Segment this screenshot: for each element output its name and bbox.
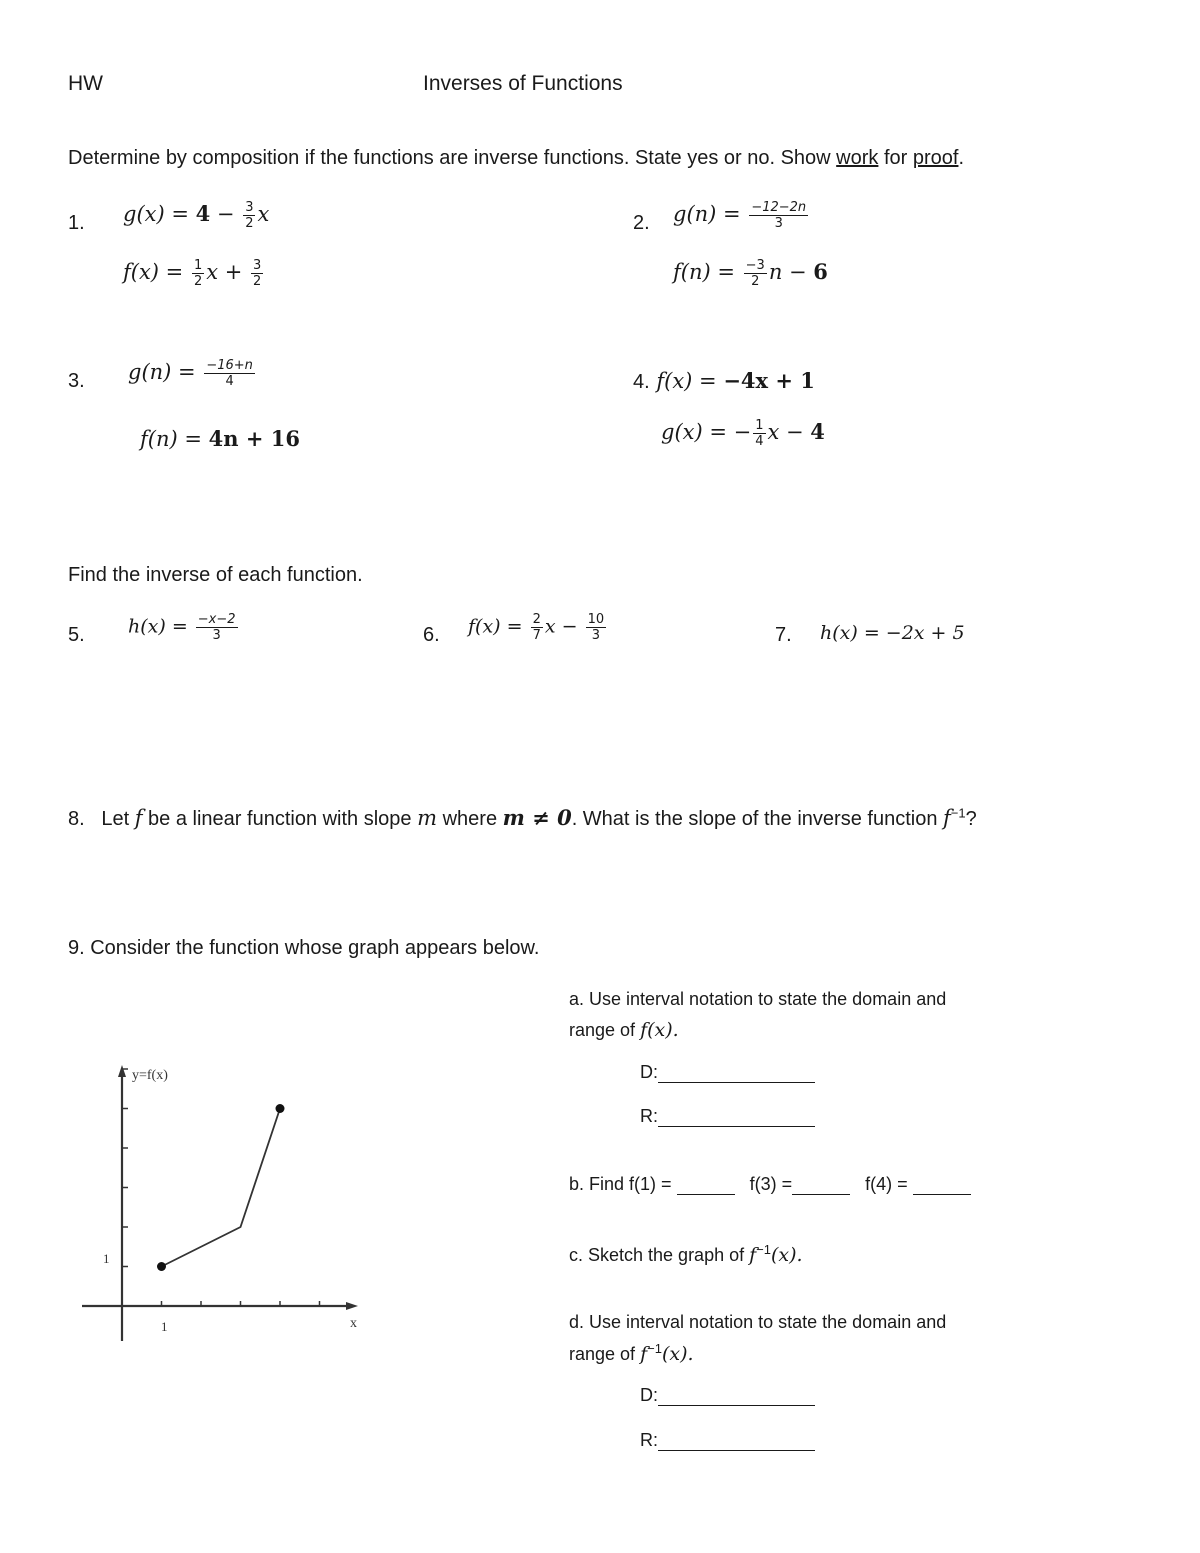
graph-ticks [122, 1069, 320, 1306]
problem-4-g: g(x) = − $\frac{1}{4}$ x − 4 [661, 418, 825, 449]
q9a-range-blank[interactable]: R: [640, 1106, 815, 1127]
fraction: $\frac{1}{2}$ [193, 258, 203, 289]
fraction: $\frac{10}{3}$ [587, 612, 605, 643]
problem-1-number: 1. [68, 212, 85, 234]
answer-blank-f4[interactable] [913, 1176, 971, 1195]
q9a-line2: range of f(x). [569, 1019, 679, 1041]
problem-3-f: f(n) = 4n + 16 [140, 426, 300, 451]
function-graph [70, 1055, 380, 1355]
q9d-domain-blank[interactable]: D: [640, 1385, 815, 1406]
fraction: $\frac{1}{4}$ [755, 418, 764, 449]
answer-blank-f1[interactable] [677, 1176, 735, 1195]
problem-7-h: h(x) = −2x + 5 [820, 622, 965, 644]
problem-1-f: f(x) = $\frac{1}{2}$ x + $\frac{3}{2}$ [123, 258, 262, 289]
header-hw: HW [68, 72, 103, 95]
problem-6-number: 6. [423, 624, 440, 646]
q9a-domain-blank[interactable]: D: [640, 1062, 815, 1083]
graph-axes [82, 1065, 358, 1341]
page-title: Inverses of Functions [423, 72, 623, 95]
answer-blank-f3[interactable] [792, 1176, 850, 1195]
q9d-line1: d. Use interval notation to state the domain and [569, 1312, 947, 1332]
end-point [276, 1104, 285, 1113]
answer-blank[interactable] [658, 1064, 815, 1083]
x-tick-label-1: 1 [161, 1319, 168, 1334]
question-9-intro: 9. Consider the function whose graph appears below. [68, 937, 540, 959]
problem-3-number: 3. [68, 370, 85, 392]
work-link: work [836, 147, 879, 169]
y-axis-label: y=f(x) [132, 1068, 168, 1083]
q9b: b. Find f(1) = f(3) = f(4) = [569, 1174, 971, 1195]
fraction: $\frac{-3}{2}$ [745, 258, 765, 289]
x-axis-label: x [350, 1316, 357, 1331]
fraction: $\frac{-16+n}{4}$ [206, 358, 253, 389]
y-axis-arrow [118, 1065, 126, 1077]
problem-2-f: f(n) = $\frac{-3}{2}$ n − 6 [673, 258, 828, 289]
problem-6-f: f(x) = $\frac{2}{7}$ x − $\frac{10}{3}$ [468, 612, 605, 643]
x-axis-arrow [346, 1302, 358, 1310]
problem-1-g: g(x) = 4 − $\frac{3}{2}$ x [123, 200, 270, 231]
question-8: 8. Let f be a linear function with slope m where m ≠ 0. What is the slope of the inverse function $f^{-1}$? [68, 805, 977, 830]
q9a-line1: a. Use interval notation to state the domain and [569, 989, 947, 1009]
problem-3-g: g(n) = $\frac{-16+n}{4}$ [128, 358, 253, 389]
fraction: $\frac{2}{7}$ [532, 612, 541, 643]
problem-5-number: 5. [68, 624, 85, 646]
series-line [162, 1109, 281, 1267]
fraction: $\frac{-x-2}{3}$ [197, 612, 236, 643]
instruction-find-inverse: Find the inverse of each function. [68, 564, 363, 586]
q9d-line2: range of $f^{-1}(x)$. [569, 1341, 694, 1365]
problem-2-g: g(n) = $\frac{-12-2n}{3}$ [673, 200, 807, 231]
problem-5-h: h(x) = $\frac{-x-2}{3}$ [128, 612, 236, 643]
problem-7-number: 7. [775, 624, 792, 646]
instruction-composition: Determine by composition if the functions are inverse functions. State yes or no. Show work for proof. [68, 147, 965, 169]
proof-link: proof [912, 147, 959, 169]
answer-blank[interactable] [658, 1432, 815, 1451]
start-point [157, 1262, 166, 1271]
problem-4-f: 4. f(x) = −4x + 1 [633, 368, 815, 393]
answer-blank[interactable] [658, 1387, 815, 1406]
fraction: $\frac{-12-2n}{3}$ [751, 200, 807, 231]
problem-2-number: 2. [633, 212, 650, 234]
fraction: $\frac{3}{2}$ [245, 200, 254, 231]
fraction: $\frac{3}{2}$ [253, 258, 262, 289]
graph-series [157, 1104, 285, 1271]
q9d-range-blank[interactable]: R: [640, 1430, 815, 1451]
q9c: c. Sketch the graph of $f^{-1}(x)$. [569, 1242, 803, 1266]
answer-blank[interactable] [658, 1108, 815, 1127]
y-tick-label-1: 1 [103, 1251, 110, 1266]
